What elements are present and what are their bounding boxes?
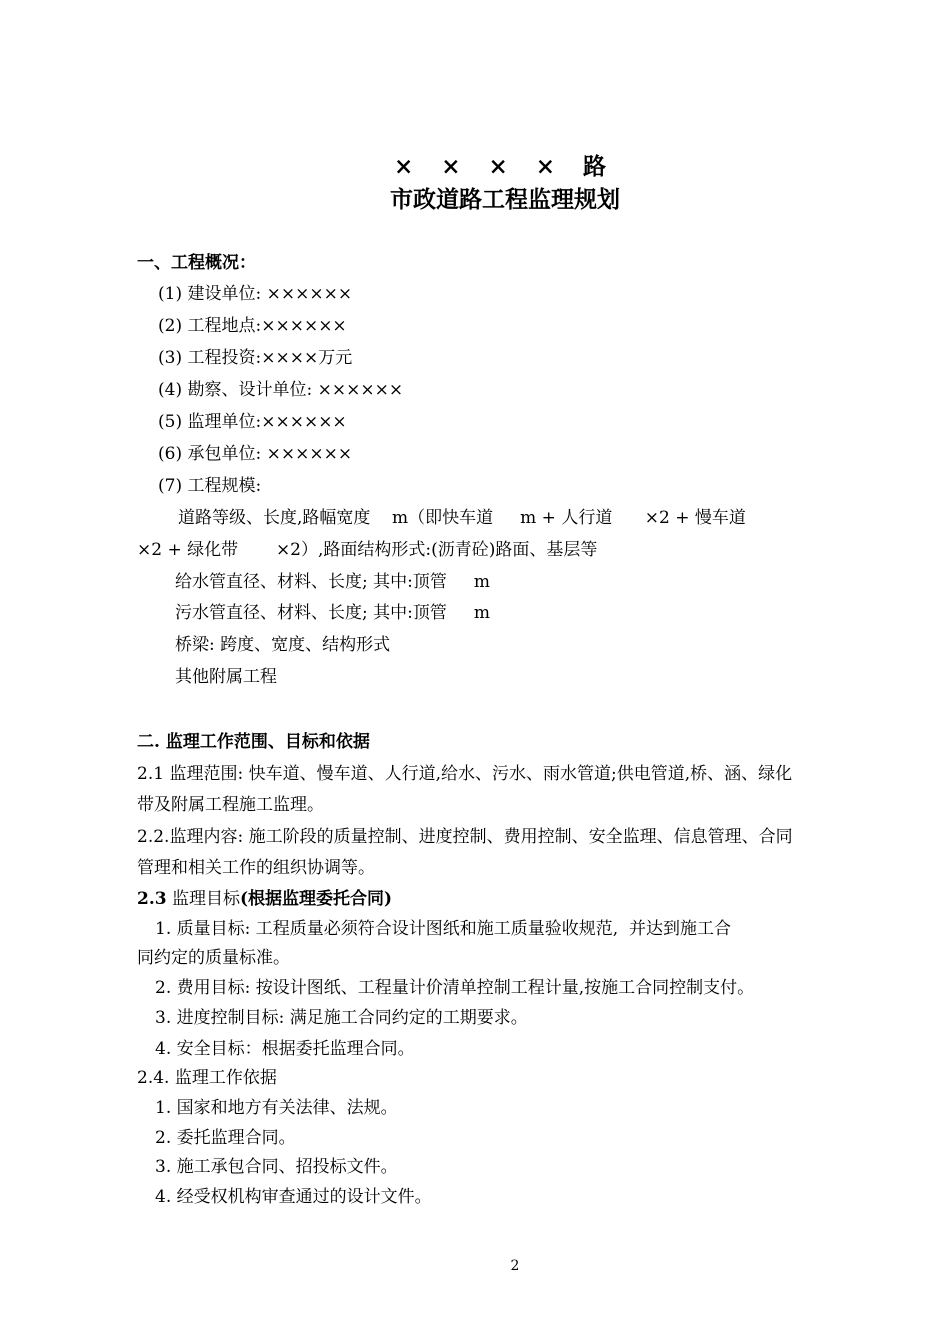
target-item: 1. 质量目标: 工程质量必须符合设计图纸和施工质量验收规范, 并达到施工合 bbox=[155, 919, 731, 939]
water-supply-line: 给水管直径、材料、长度; 其中:顶管 m bbox=[175, 572, 490, 592]
basis-item: 3. 施工承包合同、招投标文件。 bbox=[155, 1157, 398, 1177]
target-item: 4. 安全目标：根据委托监理合同。 bbox=[155, 1039, 415, 1059]
overview-item: (2) 工程地点:×××××× bbox=[158, 316, 347, 336]
document-title-road: × × × × 路 bbox=[393, 153, 617, 180]
target-number: 2.3 bbox=[137, 889, 167, 909]
target-item: 2. 费用目标: 按设计图纸、工程量计价清单控制工程计量,按施工合同控制支付。 bbox=[155, 978, 755, 998]
page-number: 2 bbox=[510, 1258, 520, 1274]
target-note: (根据监理委托合同) bbox=[239, 889, 393, 909]
scale-description-line: 道路等级、长度,路幅宽度 m（即快车道 m + 人行道 ×2 + 慢车道 bbox=[178, 508, 746, 528]
scope-line: 带及附属工程施工监理。 bbox=[137, 795, 324, 815]
overview-item: (3) 工程投资:××××万元 bbox=[158, 348, 353, 368]
basis-item: 4. 经受权机构审查通过的设计文件。 bbox=[155, 1187, 432, 1207]
sewage-line: 污水管直径、材料、长度; 其中:顶管 m bbox=[175, 603, 490, 623]
overview-item: (1) 建设单位: ×××××× bbox=[158, 284, 353, 304]
section2-heading: 二. 监理工作范围、目标和依据 bbox=[137, 732, 370, 752]
other-works-line: 其他附属工程 bbox=[175, 667, 277, 687]
target-heading bbox=[137, 887, 392, 911]
target-item: 同约定的质量标准。 bbox=[137, 948, 290, 968]
basis-item: 2. 委托监理合同。 bbox=[155, 1128, 296, 1148]
scale-description-line: ×2 + 绿化带 ×2）,路面结构形式:(沥青砼)路面、基层等 bbox=[137, 540, 598, 560]
overview-item: (6) 承包单位: ×××××× bbox=[158, 444, 353, 464]
bridge-line: 桥梁: 跨度、宽度、结构形式 bbox=[175, 635, 391, 655]
basis-heading: 2.4. 监理工作依据 bbox=[137, 1068, 277, 1088]
content-line: 管理和相关工作的组织协调等。 bbox=[137, 858, 375, 878]
overview-item: (7) 工程规模: bbox=[158, 476, 262, 496]
section1-heading: 一、工程概况： bbox=[137, 253, 256, 273]
overview-item: (5) 监理单位:×××××× bbox=[158, 412, 347, 432]
scope-line: 2.1 监理范围: 快车道、慢车道、人行道,给水、污水、雨水管道;供电管道,桥、涵、绿化 bbox=[137, 764, 793, 784]
overview-item: (4) 勘察、设计单位: ×××××× bbox=[158, 380, 404, 400]
target-label: 监理目标 bbox=[166, 889, 240, 909]
target-item: 3. 进度控制目标: 满足施工合同约定的工期要求。 bbox=[155, 1008, 528, 1028]
basis-item: 1. 国家和地方有关法律、法规。 bbox=[155, 1098, 398, 1118]
content-line: 2.2.监理内容: 施工阶段的质量控制、进度控制、费用控制、安全监理、信息管理、合同 bbox=[137, 827, 793, 847]
document-title: 市政道路工程监理规划 bbox=[390, 186, 620, 213]
